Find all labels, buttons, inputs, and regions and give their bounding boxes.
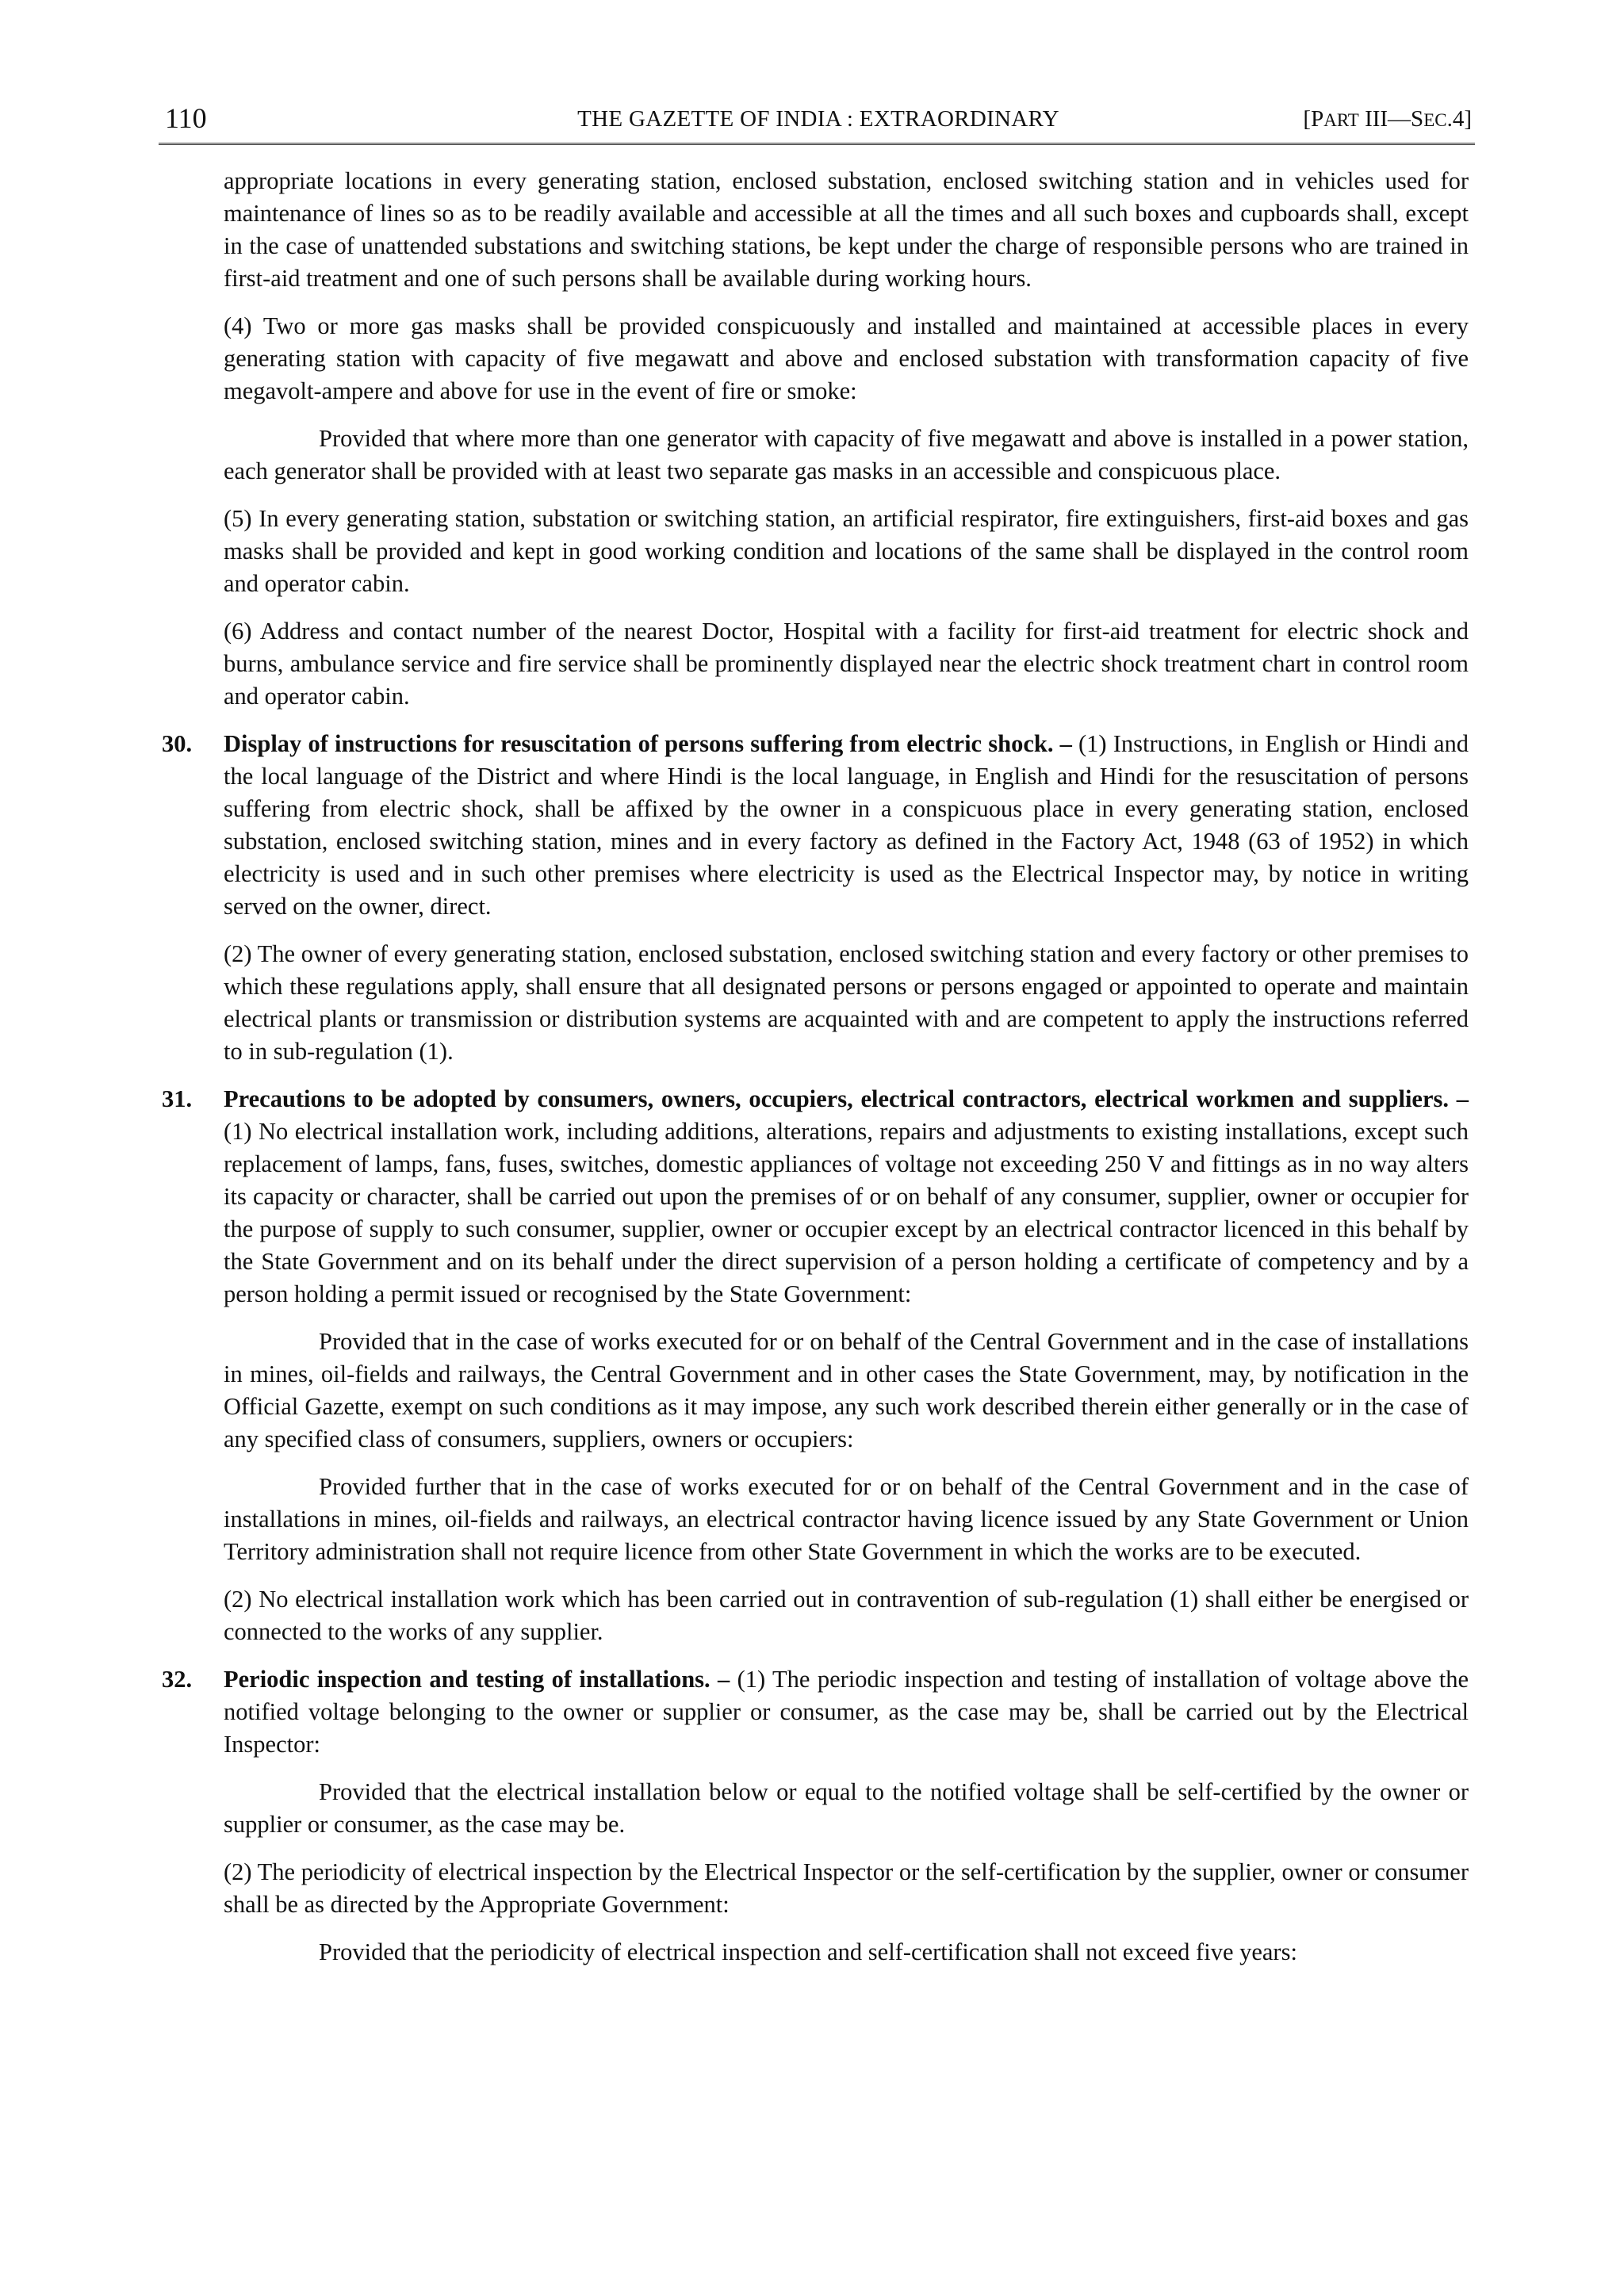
paragraph: (4) Two or more gas masks shall be provided conspicuously and installed and maintained at accessible places in every generating station with capacity of five megawatt and above and enclosed substation with transformation capacity of five megavolt-ampere and above for use in the event of fire or smoke: bbox=[224, 312, 1469, 404]
regulation-number: 31. bbox=[162, 1085, 193, 1112]
regulation-31 bbox=[162, 1083, 1469, 1648]
regulation-number: 30. bbox=[162, 730, 193, 757]
document-body bbox=[162, 165, 1469, 1984]
regulation-30 bbox=[162, 728, 1469, 1068]
paragraph: (6) Address and contact number of the nearest Doctor, Hospital with a facility for first-aid treatment for electric shock and burns, ambulance service and fire service shall be prominently displayed near the electric shock treatment chart in control room and operator cabin. bbox=[224, 618, 1469, 710]
regulation-heading: Display of instructions for resuscitation of persons suffering from electric shock. – bbox=[224, 730, 1072, 757]
regulation-text: Display of instructions for resuscitation of persons suffering from electric shock. – (1) Instructions, in English or Hindi and the local language of the District and where Hindi is the local language, in English and Hindi for the resuscitation of persons suffering from electric shock, shall be affixed by the owner in a conspicuous place in every generating station, enclosed substation, enclosed switching station, mines and in every factory as defined in the Factory Act, 1948 (63 of 1952) in which electricity is used and in such other premises where electricity is used as the Electrical Inspector may, by notice in writing served on the owner, direct. bbox=[224, 730, 1469, 920]
page-header bbox=[165, 100, 1472, 140]
proviso-paragraph: Provided further that in the case of works executed for or on behalf of the Central Government and in the case of installations in mines, oil-fields and railways, an electrical contractor having licence issued by any State Government or Union Territory administration shall not require licence from other State Government in which the works are to be executed. bbox=[224, 1473, 1469, 1565]
paragraph: (5) In every generating station, substation or switching station, an artificial respirator, fire extinguishers, first-aid boxes and gas masks shall be provided and kept in good working condition and locations of the same shall be displayed in the control room and operator cabin. bbox=[224, 505, 1469, 597]
paragraph: appropriate locations in every generating station, enclosed substation, enclosed switching station and in vehicles used for maintenance of lines so as to be readily available and accessible at all the times and all such boxes and cupboards shall, except in the case of unattended substations and switching stations, be kept under the charge of responsible persons who are trained in first-aid treatment and one of such persons shall be available during working hours. bbox=[224, 167, 1469, 292]
regulation-heading: Precautions to be adopted by consumers, owners, occupiers, electrical contractors, electrical workmen and suppliers. – bbox=[224, 1085, 1469, 1112]
paragraph: (2) The owner of every generating station, enclosed substation, enclosed switching station and every factory or other premises to which these regulations apply, shall ensure that all designated persons or persons engaged or appointed to operate and maintain electrical plants or transmission or distribution systems are acquainted with and are competent to apply the instructions referred to in sub-regulation (1). bbox=[224, 940, 1469, 1065]
part-section: [PART III—SEC.4] bbox=[1303, 106, 1472, 132]
regulation-32 bbox=[162, 1663, 1469, 1969]
paragraph: (2) No electrical installation work which has been carried out in contravention of sub-regulation (1) shall either be energised or connected to the works of any supplier. bbox=[224, 1586, 1469, 1645]
paragraph: (2) The periodicity of electrical inspection by the Electrical Inspector or the self-certification by the supplier, owner or consumer shall be as directed by the Appropriate Government: bbox=[224, 1858, 1469, 1918]
proviso-paragraph: Provided that the electrical installation below or equal to the notified voltage shall be self-certified by the owner or supplier or consumer, as the case may be. bbox=[224, 1778, 1469, 1838]
proviso-paragraph: Provided that where more than one generator with capacity of five megawatt and above is installed in a power station, each generator shall be provided with at least two separate gas masks in an accessible and conspicuous place. bbox=[224, 425, 1469, 484]
gazette-title: THE GAZETTE OF INDIA : EXTRAORDINARY bbox=[577, 106, 1059, 132]
regulation-number: 32. bbox=[162, 1666, 193, 1693]
page-number: 110 bbox=[165, 102, 207, 134]
proviso-paragraph: Provided that in the case of works executed for or on behalf of the Central Government and in the case of installations in mines, oil-fields and railways, the Central Government and in other cases the State Government, may, by notification in the Official Gazette, exempt on such conditions as it may impose, any such work described therein either generally or in the case of any specified class of consumers, suppliers, owners or occupiers: bbox=[224, 1328, 1469, 1452]
regulation-text: Precautions to be adopted by consumers, owners, occupiers, electrical contractors, electrical workmen and suppliers. – (1) No electrical installation work, including additions, alterations, repairs and adjustments to existing installations, except such replacement of lamps, fans, fuses, switches, domestic appliances of voltage not exceeding 250 V and fittings as in no way alters its capacity or character, shall be carried out upon the premises of or on behalf of any consumer, supplier, owner or occupier for the purpose of supply to such consumer, supplier, owner or occupier except by an electrical contractor licenced in this behalf by the State Government and on its behalf under the direct supervision of a person holding a certificate of competency and by a person holding a permit issued or recognised by the State Government: bbox=[224, 1085, 1469, 1307]
proviso-paragraph: Provided that the periodicity of electrical inspection and self-certification shall not exceed five years: bbox=[319, 1938, 1297, 1965]
header-rule bbox=[159, 143, 1475, 147]
regulation-text: Periodic inspection and testing of installations. – (1) The periodic inspection and testing of installation of voltage above the notified voltage belonging to the owner or supplier or consumer, as the case may be, shall be carried out by the Electrical Inspector: bbox=[224, 1666, 1469, 1758]
regulation-heading: Periodic inspection and testing of installations. – bbox=[224, 1666, 730, 1693]
